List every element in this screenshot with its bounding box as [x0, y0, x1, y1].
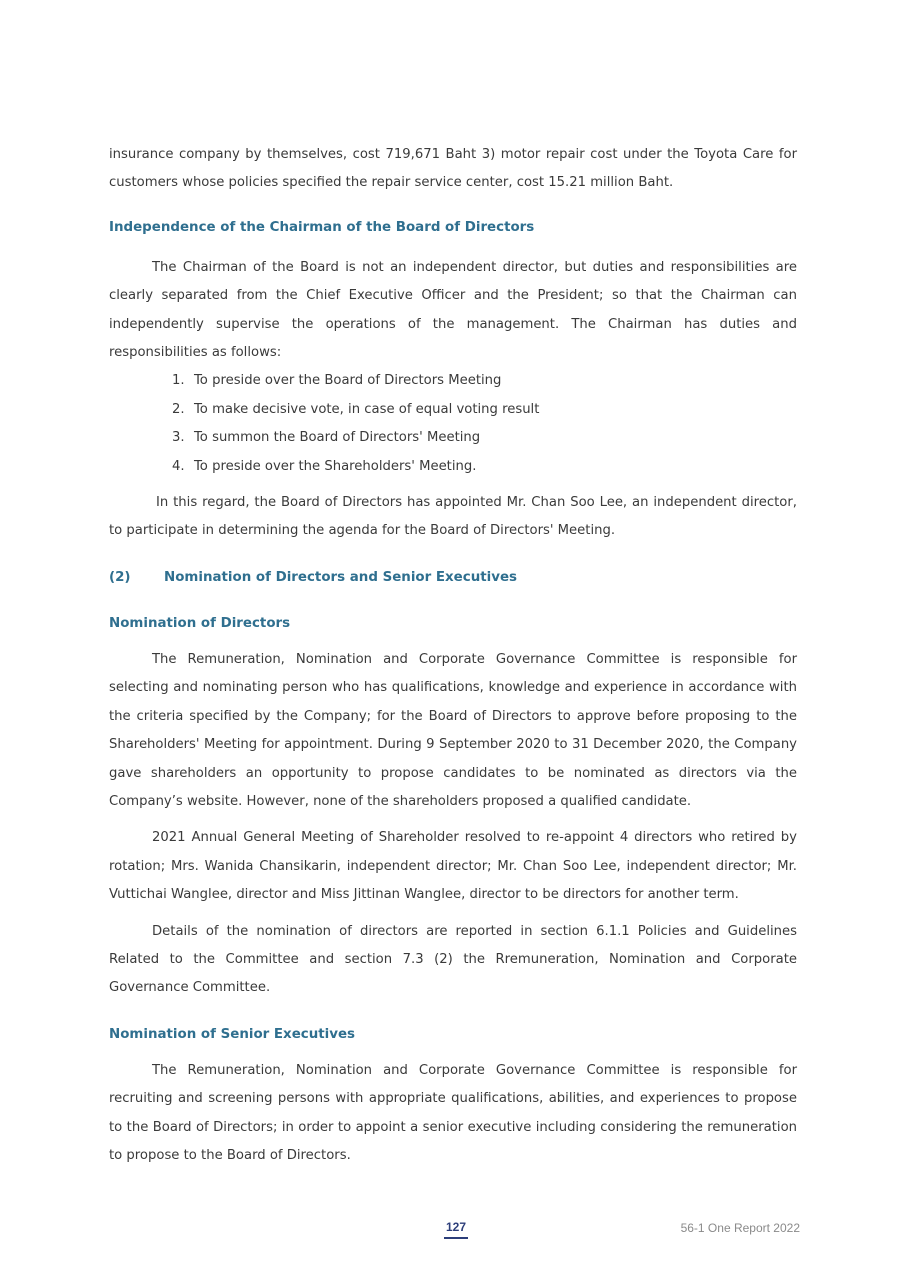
list-item [172, 424, 797, 452]
nomination-executives-heading: Nomination of Senior Executives [109, 1026, 356, 1042]
list-item-number: 1. [172, 373, 185, 389]
list-item [172, 367, 797, 395]
list-item [172, 396, 797, 424]
section-title: Nomination of Directors and Senior Executives [164, 569, 517, 585]
list-item-number: 4. [172, 458, 185, 474]
independence-paragraph: The Chairman of the Board is not an independent director, but duties and responsibilities are clearly separated from the Chief Executive Officer and the President; so that the Chairman can independently supervise the operations of the management. The Chairman has duties and responsibilities as follows: [109, 259, 797, 361]
list-item-number: 3. [172, 430, 185, 446]
nomination-directors-heading: Nomination of Directors [109, 615, 291, 631]
list-item-text: To preside over the Shareholders' Meeting. [194, 458, 477, 474]
page-number-underline [444, 1237, 468, 1239]
list-item-text: To summon the Board of Directors' Meeting [194, 430, 481, 446]
list-item-text: To preside over the Board of Directors Meeting [194, 373, 502, 389]
chairman-duties-list [109, 367, 797, 481]
list-item [172, 453, 797, 481]
executives-paragraph-1: The Remuneration, Nomination and Corporate Governance Committee is responsible for recruiting and screening persons with appropriate qualifications, abilities, and experiences to propose to the Board of Directors; in order to appoint a senior executive including considering the remuneration to propose to the Board of Directors. [109, 1062, 797, 1163]
directors-paragraph-1: The Remuneration, Nomination and Corporate Governance Committee is responsible for selecting and nominating person who has qualifications, knowledge and experience in accordance with the criteria specified by the Company; for the Board of Directors to approve before proposing to the Shareholders' Meeting for appointment. During 9 September 2020 to 31 December 2020, the Company gave shareholders an opportunity to propose candidates to be nominated as directors via the Company’s website. However, none of the shareholders proposed a qualified candidate. [109, 651, 797, 809]
list-item-text: To make decisive vote, in case of equal voting result [194, 401, 540, 417]
section-2-heading [109, 564, 797, 592]
directors-paragraph-2: 2021 Annual General Meeting of Shareholder resolved to re-appoint 4 directors who retired by rotation; Mrs. Wanida Chansikarin, independent director; Mr. Chan Soo Lee, independent director; Mr. Vuttichai Wanglee, director and Miss Jittinan Wanglee, director to be directors for another term. [109, 830, 797, 903]
directors-paragraph-3: Details of the nomination of directors are reported in section 6.1.1 Policies and Guidelines Related to the Committee and section 7.3 (2) the Rremuneration, Nomination and Corporate Governance Committee. [109, 923, 797, 996]
list-item-number: 2. [172, 401, 185, 417]
section-number: (2) [109, 569, 131, 585]
report-name: 56-1 One Report 2022 [680, 1221, 800, 1235]
independence-closing: In this regard, the Board of Directors has appointed Mr. Chan Soo Lee, an independent director, to participate in determining the agenda for the Board of Directors' Meeting. [109, 495, 797, 539]
independence-heading: Independence of the Chairman of the Board of Directors [109, 219, 535, 235]
page-number: 127 [445, 1220, 467, 1234]
intro-paragraph: insurance company by themselves, cost 719,671 Baht 3) motor repair cost under the Toyota Care for customers whose policies specified the repair service center, cost 15.21 million Baht. [109, 147, 797, 191]
page-content [109, 141, 797, 1170]
